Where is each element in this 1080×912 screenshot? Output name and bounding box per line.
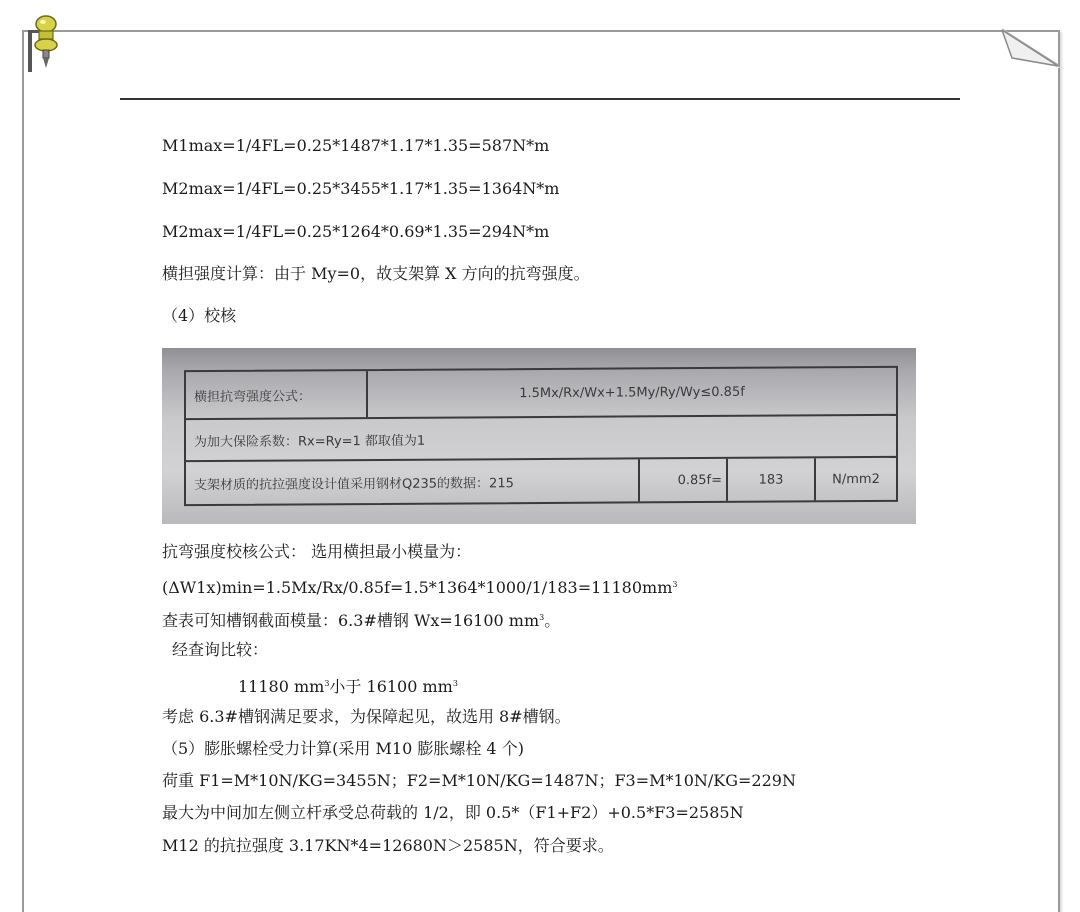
page-curl-icon xyxy=(1002,28,1060,70)
channel-modulus-main: 查表可知槽钢截面模量：6.3#槽钢 Wx=16100 mm xyxy=(162,611,540,630)
max-load-text: 最大为中间加左侧立杆承受总荷载的 1/2，即 0.5*（F1+F2）+0.5*F3=2585N xyxy=(162,803,744,822)
superscript-3: 3 xyxy=(452,679,458,688)
formula-m1max: M1max=1/4FL=0.25*1487*1.17*1.35=587N*m xyxy=(162,136,550,155)
min-modulus-text: (ΔW1x)min=1.5Mx/Rx/0.85f=1.5*1364*1000/1/183=11180mm xyxy=(162,578,673,597)
photo-table-frame xyxy=(184,366,898,506)
bending-check-formula-heading: 抗弯强度校核公式： 选用横担最小模量为： xyxy=(162,542,472,561)
superscript-3: 3 xyxy=(539,613,545,622)
photo-cell-formula: 1.5Mx/Rx/Wx+1.5My/Ry/Wy≤0.85f xyxy=(519,384,745,401)
comparison-right: 小于 16100 mm xyxy=(329,677,453,696)
photo-table-row xyxy=(186,416,896,462)
photo-cell-value: 183 xyxy=(758,472,784,488)
comparison-result xyxy=(238,674,458,697)
header-rule xyxy=(120,98,960,100)
table-photo xyxy=(162,348,916,524)
load-values-text: 荷重 F1=M*10N/KG=3455N；F2=M*10N/KG=1487N；F3=M*10N/KG=229N xyxy=(162,771,796,790)
superscript-3: 3 xyxy=(672,580,678,589)
formula-m2max-a: M2max=1/4FL=0.25*3455*1.17*1.35=1364N*m xyxy=(162,179,560,198)
channel-selection-text: 考虑 6.3#槽钢满足要求，为保障起见，故选用 8#槽钢。 xyxy=(162,707,571,726)
photo-cell-formula-label: 横担抗弯强度公式： xyxy=(194,388,312,405)
channel-modulus-text xyxy=(162,608,560,631)
superscript-3: 3 xyxy=(324,679,330,688)
crossarm-strength-text: 横担强度计算：由于 My=0，故支架算 X 方向的抗弯强度。 xyxy=(162,264,590,283)
m12-tensile-text: M12 的抗拉强度 3.17KN*4=12680N＞2585N，符合要求。 xyxy=(162,836,614,855)
photo-cell-safety-factor: 为加大保险系数：Rx=Ry=1 都取值为1 xyxy=(194,433,426,450)
formula-m2max-b: M2max=1/4FL=0.25*1264*0.69*1.35=294N*m xyxy=(162,222,550,241)
section-check-heading: （4）校核 xyxy=(162,306,237,325)
photo-table xyxy=(184,366,898,506)
min-modulus-formula xyxy=(162,575,677,598)
channel-modulus-end: 。 xyxy=(544,611,561,630)
photo-cell-factor: 0.85f= xyxy=(677,472,722,488)
section-bolt-heading: （5）膨胀螺栓受力计算(采用 M10 膨胀螺栓 4 个) xyxy=(162,739,524,758)
pushpin-icon xyxy=(28,14,64,72)
photo-cell-unit: N/mm2 xyxy=(832,471,880,487)
comparison-heading: 经查询比较： xyxy=(172,640,269,659)
photo-table-row xyxy=(186,458,896,504)
comparison-left: 11180 mm xyxy=(238,677,325,696)
photo-cell-q235-label: 支架材质的抗拉强度设计值采用钢材Q235的数据：215 xyxy=(194,475,514,493)
photo-table-row xyxy=(186,368,896,420)
